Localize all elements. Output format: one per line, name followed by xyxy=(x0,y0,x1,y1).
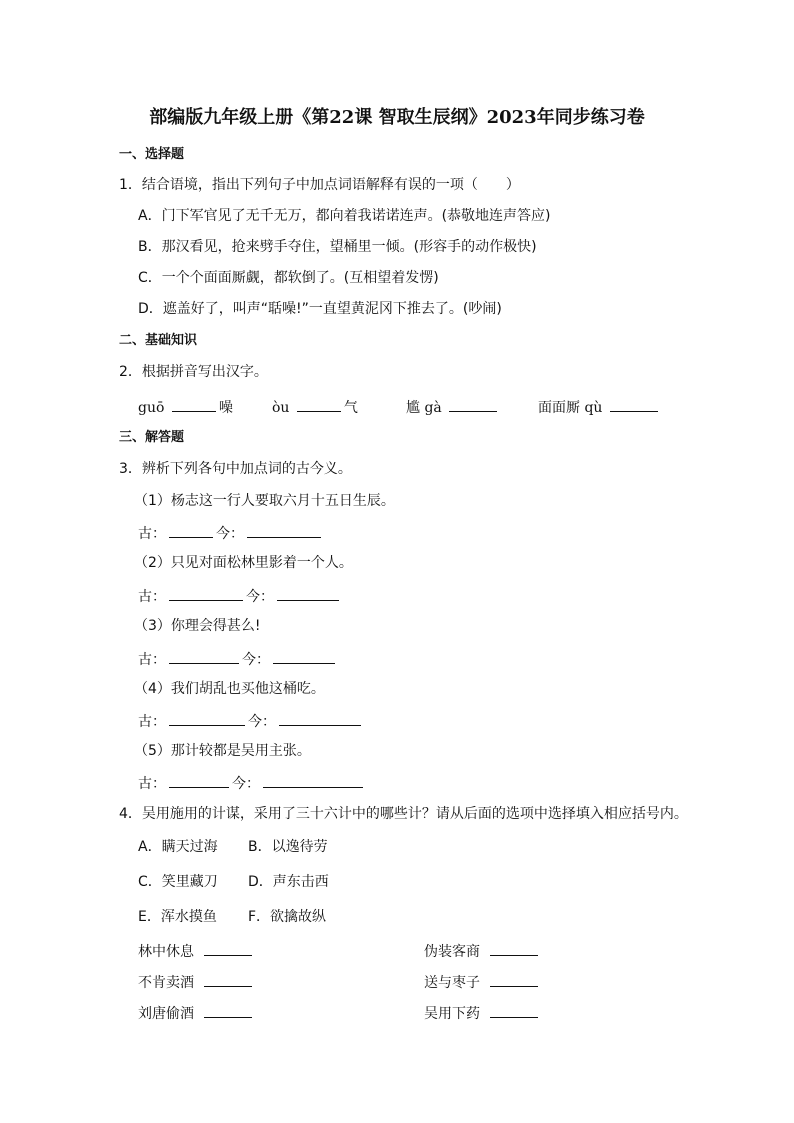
answer-blank[interactable] xyxy=(277,586,339,601)
question-3-answer-row-5 xyxy=(138,773,366,793)
answer-blank[interactable] xyxy=(172,397,216,412)
question-1-option-a: A．门下军官见了无千无万，都向着我诺诺连声。(恭敬地连声答应) xyxy=(138,208,551,224)
question-4-option: F．欲擒故纵 xyxy=(248,909,327,925)
answer-blank[interactable] xyxy=(247,523,321,538)
ancient-label: 古： xyxy=(138,526,166,542)
question-1-option-c: C．一个个面面厮觑，都软倒了。(互相望着发愣) xyxy=(138,270,439,286)
answer-blank[interactable] xyxy=(610,397,658,412)
pinyin-prefix: 尴 xyxy=(406,400,420,416)
fill-item-label: 不肯卖酒 xyxy=(138,975,194,991)
question-4-fill-item xyxy=(424,972,541,992)
question-3-sentence-1: （1）杨志这一行人要取六月十五日生辰。 xyxy=(134,493,395,509)
question-4-option: E．浑水摸鱼 xyxy=(138,909,217,925)
question-4-fill-item xyxy=(138,972,255,992)
question-4-fill-item xyxy=(424,941,541,961)
question-4-option: B．以逸待劳 xyxy=(248,839,328,855)
answer-blank[interactable] xyxy=(204,941,252,956)
pinyin: qù xyxy=(584,400,603,416)
answer-blank[interactable] xyxy=(169,773,229,788)
fill-item-label: 林中休息 xyxy=(138,944,194,960)
pinyin-item-4 xyxy=(538,397,661,417)
answer-blank[interactable] xyxy=(169,649,239,664)
question-3-sentence-5: （5）那计较都是吴用主张。 xyxy=(134,743,311,759)
question-4-stem: 4．吴用施用的计谋，采用了三十六计中的哪些计？请从后面的选项中选择填入相应括号内。 xyxy=(119,806,688,822)
question-3-answer-row-2 xyxy=(138,586,342,606)
fill-item-label: 伪装客商 xyxy=(424,944,480,960)
pinyin: òu xyxy=(272,400,290,416)
fill-item-label: 刘唐偷酒 xyxy=(138,1006,194,1022)
fill-item-label: 送与枣子 xyxy=(424,975,480,991)
question-3-sentence-4: （4）我们胡乱也买他这桶吃。 xyxy=(134,681,325,697)
answer-blank[interactable] xyxy=(449,397,497,412)
page-title: 部编版九年级上册《第22课 智取生辰纲》2023年同步练习卷 xyxy=(149,107,645,128)
question-3-answer-row-3 xyxy=(138,649,338,669)
answer-blank[interactable] xyxy=(279,711,361,726)
question-1-stem: 1．结合语境，指出下列句子中加点词语解释有误的一项（ ） xyxy=(119,177,520,193)
pinyin: guō xyxy=(138,400,165,416)
question-1-option-b: B．那汉看见，抢来劈手夺住，望桶里一倾。(形容手的动作极快) xyxy=(138,239,537,255)
modern-label: 今： xyxy=(248,714,276,730)
modern-label: 今： xyxy=(232,776,260,792)
answer-blank[interactable] xyxy=(204,972,252,987)
question-4-option: C．笑里藏刀 xyxy=(138,874,218,890)
pinyin: gà xyxy=(424,400,442,416)
section-heading-basics: 二、基础知识 xyxy=(119,333,198,348)
pinyin-suffix: 气 xyxy=(343,400,358,416)
answer-blank[interactable] xyxy=(490,941,538,956)
answer-blank[interactable] xyxy=(490,1003,538,1018)
ancient-label: 古： xyxy=(138,589,166,605)
question-1-option-d: D．遮盖好了，叫声“聒噪!”一直望黄泥冈下推去了。(吵闹) xyxy=(138,301,502,317)
pinyin-suffix: 噪 xyxy=(218,400,233,416)
question-4-option: A．瞒天过海 xyxy=(138,839,218,855)
question-4-option: D．声东击西 xyxy=(248,874,329,890)
question-4-fill-item xyxy=(138,941,255,961)
section-heading-choice: 一、选择题 xyxy=(119,147,185,162)
modern-label: 今： xyxy=(246,589,274,605)
pinyin-item-2 xyxy=(272,397,358,417)
pinyin-item-3 xyxy=(406,397,500,417)
answer-blank[interactable] xyxy=(169,523,213,538)
modern-label: 今： xyxy=(242,652,270,668)
answer-blank[interactable] xyxy=(204,1003,252,1018)
question-3-answer-row-4 xyxy=(138,711,364,731)
answer-blank[interactable] xyxy=(273,649,335,664)
modern-label: 今： xyxy=(216,526,244,542)
answer-blank[interactable] xyxy=(263,773,363,788)
fill-item-label: 吴用下药 xyxy=(424,1006,480,1022)
question-4-fill-item xyxy=(424,1003,541,1023)
question-4-fill-item xyxy=(138,1003,255,1023)
question-3-sentence-2: （2）只见对面松林里影着一个人。 xyxy=(134,555,353,571)
ancient-label: 古： xyxy=(138,652,166,668)
section-heading-answer: 三、解答题 xyxy=(119,430,185,445)
question-3-answer-row-1 xyxy=(138,523,324,543)
question-3-sentence-3: （3）你理会得甚么! xyxy=(134,618,261,634)
answer-blank[interactable] xyxy=(169,586,243,601)
question-3-stem: 3．辨析下列各句中加点词的古今义。 xyxy=(119,461,352,477)
ancient-label: 古： xyxy=(138,714,166,730)
answer-blank[interactable] xyxy=(297,397,341,412)
pinyin-prefix: 面面厮 xyxy=(538,400,580,416)
ancient-label: 古： xyxy=(138,776,166,792)
answer-blank[interactable] xyxy=(490,972,538,987)
question-2-stem: 2．根据拼音写出汉字。 xyxy=(119,364,268,380)
answer-blank[interactable] xyxy=(169,711,245,726)
pinyin-item-1 xyxy=(138,397,233,417)
